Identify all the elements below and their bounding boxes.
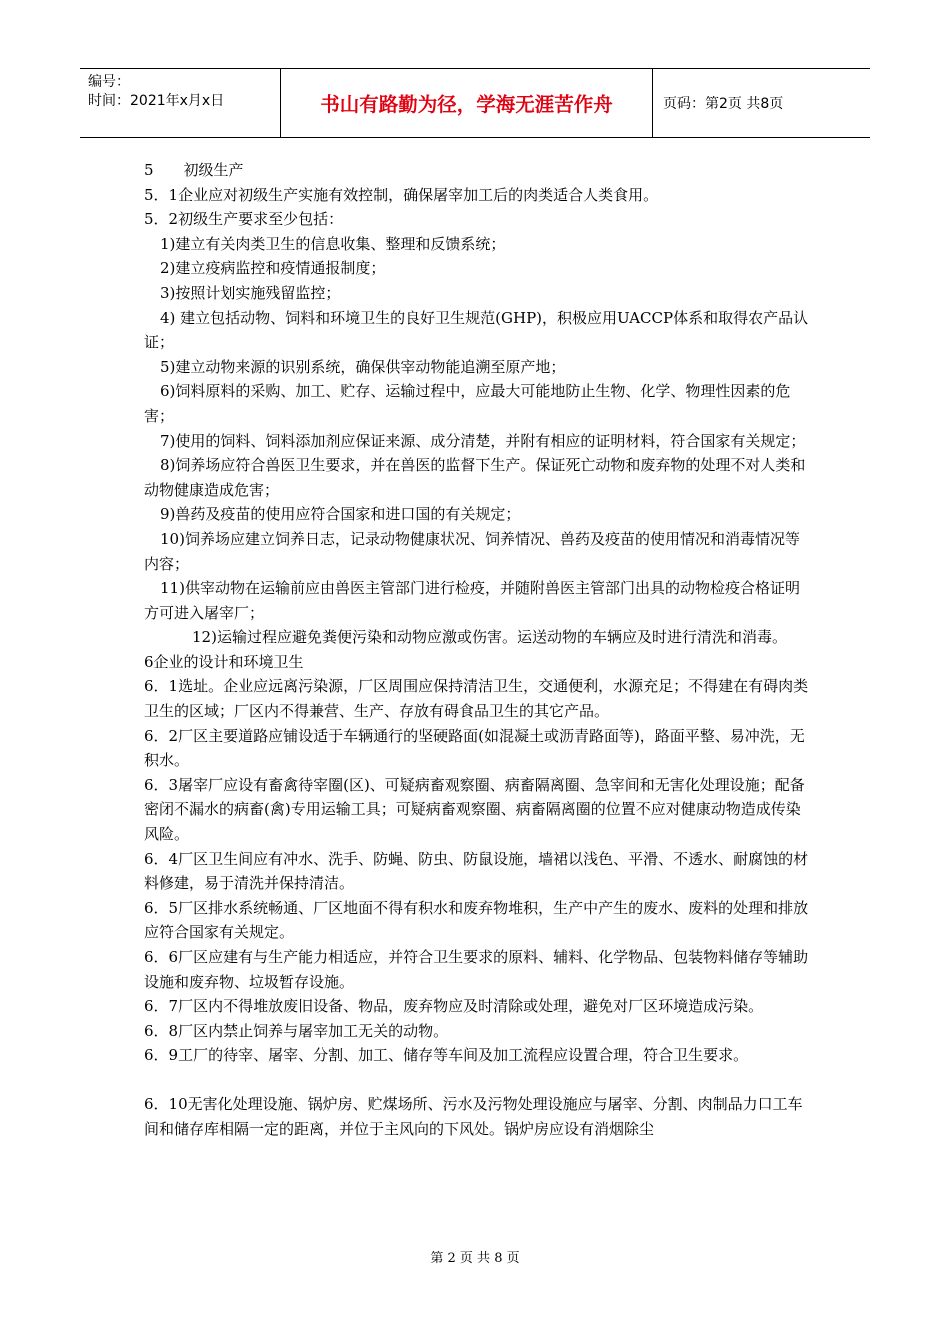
list-item: 9)兽药及疫苗的使用应符合国家和进口国的有关规定；	[160, 505, 521, 524]
list-item: 10)饲养场应建立饲养日志，记录动物健康状况、饲养情况、兽药及疫苗的使用情况和消毒情况等内容；	[144, 529, 800, 573]
list-item: 8)饲养场应符合兽医卫生要求，并在兽医的监督下生产。保证死亡动物和废弃物的处理不对人类和动物健康造成危害；	[144, 456, 806, 499]
paragraph: 6．6厂区应建有与生产能力相适应，并符合卫生要求的原料、辅料、化学物品、包装物料储存等辅助设施和废弃物、垃圾暂存设施。	[144, 948, 809, 991]
paragraph: 6．3屠宰厂应设有畜禽待宰圈(区)、可疑病畜观察圈、病畜隔离圈、急宰间和无害化处理设施；配备密闭不漏水的病畜(禽)专用运输工具；可疑病畜观察圈、病畜隔离圈的位置不应对健康动物造成传染风险。	[144, 775, 805, 844]
document-body	[144, 158, 814, 1141]
paragraph: 6．7厂区内不得堆放废旧设备、物品，废弃物应及时清除或处理，避免对厂区环境造成污染。	[144, 997, 764, 1016]
document-date-label: 时间：2021年x月x日	[88, 93, 225, 109]
list-item: 5)建立动物来源的识别系统，确保供宰动物能追溯至原产地；	[160, 357, 566, 376]
paragraph: 6．5厂区排水系统畅通、厂区地面不得有积水和废弃物堆积，生产中产生的废水、废料的处理和排放应符合国家有关规定。	[144, 898, 809, 942]
paragraph: 6．10无害化处理设施、锅炉房、贮煤场所、污水及污物处理设施应与屠宰、分割、肉制品力口工车间和储存库相隔一定的距离，并位于主风向的下风处。锅炉房应设有消烟除尘	[144, 1094, 803, 1138]
paragraph: 6．2厂区主要道路应铺设适于车辆通行的坚硬路面(如混凝土或沥青路面等)，路面平整、易冲洗，无积水。	[144, 726, 805, 770]
paragraph: 6．9工厂的待宰、屠宰、分割、加工、储存等车间及加工流程应设置合理，符合卫生要求。	[144, 1046, 749, 1065]
header-meta	[80, 69, 281, 137]
paragraph: 5．2初级生产要求至少包括：	[144, 210, 344, 229]
page-header	[80, 68, 870, 138]
section-heading: 6企业的设计和环境卫生	[144, 652, 304, 671]
document-number-label: 编号：	[88, 74, 130, 90]
section-heading: 5 初级生产	[144, 161, 244, 179]
header-page-number: 页码：第2页 共8页	[663, 96, 784, 112]
list-item: 7)使用的饲料、饲料添加剂应保证来源、成分清楚，并附有相应的证明材料，符合国家有关规定；	[160, 431, 806, 450]
paragraph-spacer	[144, 1068, 814, 1092]
paragraph: 6．8厂区内禁止饲养与屠宰加工无关的动物。	[144, 1021, 449, 1040]
list-item: 3)按照计划实施残留监控；	[160, 283, 341, 302]
page-footer: 第 2 页 共 8 页	[430, 1251, 520, 1266]
list-item: 12)运输过程应避免粪便污染和动物应激或伤害。运送动物的车辆应及时进行清洗和消毒。	[192, 628, 787, 647]
list-item: 2)建立疫病监控和疫情通报制度；	[160, 259, 386, 278]
paragraph: 6．4厂区卫生间应有冲水、洗手、防蝇、防虫、防鼠设施，墙裙以浅色、平滑、不透水、耐腐蚀的材料修建，易于清洗并保持清洁。	[144, 849, 809, 893]
list-item: 6)饲料原料的采购、加工、贮存、运输过程中，应最大可能地防止生物、化学、物理性因素的危害；	[144, 382, 791, 425]
list-item: 1)建立有关肉类卫生的信息收集、整理和反馈系统；	[160, 234, 506, 253]
list-item: 4) 建立包括动物、饲料和环境卫生的良好卫生规范(GHP)，积极应用UACCP体系和取得农产品认证；	[144, 308, 809, 352]
paragraph: 6．1选址。企业应远离污染源，厂区周围应保持清洁卫生，交通便利，水源充足；不得建在有碍肉类卫生的区域；厂区内不得兼营、生产、存放有碍食品卫生的其它产品。	[144, 677, 809, 721]
header-motto: 书山有路勤为径，学海无涯苦作舟	[281, 69, 653, 137]
list-item: 11)供宰动物在运输前应由兽医主管部门进行检疫，并随附兽医主管部门出具的动物检疫合格证明方可进入屠宰厂；	[144, 579, 800, 622]
paragraph: 5．1企业应对初级生产实施有效控制，确保屠宰加工后的肉类适合人类食用。	[144, 185, 659, 204]
